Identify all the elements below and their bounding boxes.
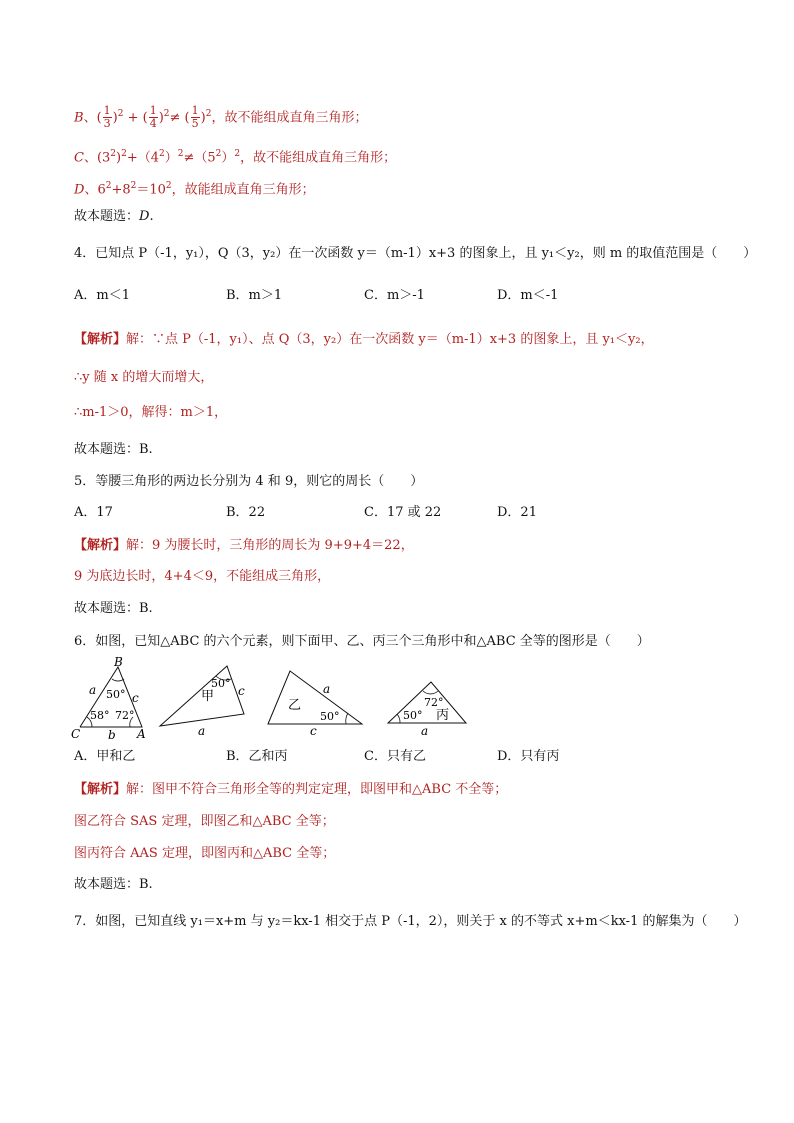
q6-option-c[interactable]: C．只有乙 bbox=[364, 749, 426, 764]
q6-analysis-line1 bbox=[74, 780, 507, 800]
analysis-tag: 【解析】 bbox=[74, 332, 127, 347]
q4-analysis-line2: ∴y 随 x 的增大而增大， bbox=[74, 370, 214, 385]
jia-angle-label: 50° bbox=[211, 677, 231, 690]
frac-den: 5 bbox=[191, 117, 199, 131]
angle-a-label: 72° bbox=[115, 709, 135, 722]
jia-side-a-label: a bbox=[198, 724, 206, 738]
yi-angle-label: 50° bbox=[320, 710, 340, 723]
q5-option-b[interactable]: B．22 bbox=[226, 505, 266, 520]
side-c-label: c bbox=[132, 691, 139, 705]
q3-answer-prefix: 故本题选： bbox=[74, 209, 140, 224]
q3-option-c-analysis: C、$(3^2)^2+(4^2)^2\ne(5^2)^2$，故不能组成直角三角形； bbox=[74, 149, 397, 166]
frac-num: 1 bbox=[103, 104, 111, 118]
frac-den: 3 bbox=[103, 117, 111, 131]
angle-b-label: 50° bbox=[106, 688, 126, 701]
frac-num: 1 bbox=[149, 104, 157, 118]
q3-b-sep: 、( bbox=[83, 110, 102, 126]
q3-d-letter: D bbox=[74, 182, 85, 198]
q6-analysis-line2: 图乙符合 SAS 定理，即图乙和△ABC 全等； bbox=[74, 814, 335, 829]
jia-side-c-label: c bbox=[238, 684, 245, 698]
vertex-a-label: A bbox=[137, 727, 146, 739]
q3-answer-dot: . bbox=[149, 209, 154, 224]
vertex-b-label: B bbox=[114, 655, 123, 669]
q6-stem: 6．如图，已知△ABC 的六个元素，则下面甲、乙、丙三个三角形中和△ABC 全等的图形是（ ） bbox=[74, 634, 650, 649]
q4-option-d[interactable]: D．m＜-1 bbox=[497, 288, 559, 303]
fraction-1-5 bbox=[191, 105, 200, 130]
bing-label: 丙 bbox=[436, 708, 450, 723]
triangle-jia bbox=[160, 666, 245, 738]
q5-answer: 故本题选：B. bbox=[74, 601, 153, 616]
q4-analysis-line1 bbox=[74, 330, 654, 350]
q3-answer bbox=[74, 207, 154, 227]
jia-label: 甲 bbox=[201, 689, 215, 704]
q3-c-tail: ，故不能组成直角三角形； bbox=[240, 150, 397, 166]
q5-stem: 5．等腰三角形的两边长分别为 4 和 9，则它的周长（ ） bbox=[74, 474, 424, 489]
q4-option-c[interactable]: C．m＞-1 bbox=[364, 288, 425, 303]
q6-option-a[interactable]: A．甲和乙 bbox=[74, 749, 136, 764]
q3-c-body: 、(3 bbox=[83, 150, 111, 166]
q4-option-b[interactable]: B．m＞1 bbox=[226, 288, 283, 303]
q5-option-c[interactable]: C．17 或 22 bbox=[364, 505, 442, 520]
triangle-yi bbox=[268, 671, 362, 738]
q4-answer: 故本题选：B. bbox=[74, 442, 153, 457]
q3-option-b-analysis: B、( $\frac{1}{3}$ )$^2$ + ( $\frac{1}{4}$ )$^2$≠ ( $\frac{1}{5}$ )$^2$，故不能组成直角三角形； bbox=[74, 104, 368, 131]
q3-d-tail: ，故能组成直角三角形； bbox=[171, 182, 315, 198]
fraction-1-4 bbox=[149, 105, 158, 130]
angle-c-label: 58° bbox=[90, 709, 110, 722]
q3-b-neq: ≠ ( bbox=[169, 110, 190, 126]
triangle-bing bbox=[388, 682, 466, 738]
bing-side-a-label: a bbox=[421, 724, 429, 738]
q6-analysis-line3: 图丙符合 AAS 定理，即图丙和△ABC 全等； bbox=[74, 846, 336, 861]
frac-den: 4 bbox=[149, 117, 157, 131]
vertex-c-label: C bbox=[71, 727, 81, 739]
q6-analysis-text1: 解：图甲不符合三角形全等的判定定理，即图甲和△ABC 不全等； bbox=[126, 782, 508, 797]
q4-option-a[interactable]: A．m＜1 bbox=[74, 288, 130, 303]
yi-side-c-label: c bbox=[310, 724, 317, 738]
yi-label: 乙 bbox=[288, 698, 302, 713]
fraction-1-3 bbox=[103, 105, 112, 130]
side-a-label: a bbox=[89, 683, 97, 697]
q5-analysis-line1 bbox=[74, 536, 414, 556]
q3-b-tail: ，故不能组成直角三角形； bbox=[211, 110, 368, 126]
q4-analysis-line3: ∴m-1＞0，解得：m＞1， bbox=[74, 405, 228, 420]
q3-b-plus: + ( bbox=[127, 110, 148, 126]
q3-option-d-analysis: D、$6^2+8^2=10^2$，故能组成直角三角形； bbox=[74, 181, 315, 198]
q3-answer-letter: D bbox=[139, 209, 150, 224]
q4-stem: 4．已知点 P（-1，y₁），Q（3，y₂）在一次函数 y＝（m-1）x+3 的图象上，且 y₁＜y₂，则 m 的取值范围是（ ） bbox=[74, 246, 757, 261]
side-b-label: b bbox=[108, 728, 116, 739]
q5-analysis-line2: 9 为底边长时，4+4＜9，不能组成三角形， bbox=[74, 569, 331, 584]
frac-num: 1 bbox=[191, 104, 199, 118]
q6-triangle-figures bbox=[70, 655, 490, 739]
q7-stem: 7．如图，已知直线 y₁＝x+m 与 y₂＝kx-1 相交于点 P（-1，2），则关于 x 的不等式 x+m＜kx-1 的解集为（ ） bbox=[74, 914, 747, 929]
bing-angle-72-label: 72° bbox=[424, 696, 444, 709]
analysis-tag: 【解析】 bbox=[74, 538, 127, 553]
q6-answer: 故本题选：B. bbox=[74, 877, 153, 892]
q5-option-d[interactable]: D．21 bbox=[497, 505, 537, 520]
analysis-tag: 【解析】 bbox=[74, 782, 127, 797]
q3-c-letter: C bbox=[74, 150, 84, 166]
q3-d-body: 、6 bbox=[84, 182, 106, 198]
q6-option-b[interactable]: B．乙和丙 bbox=[226, 749, 288, 764]
q4-analysis-text1: 解：∵点 P（-1，y₁）、点 Q（3，y₂）在一次函数 y＝（m-1）x+3 的图象上，且 y₁＜y₂， bbox=[126, 332, 654, 347]
triangle-abc bbox=[71, 655, 146, 739]
bing-angle-50-label: 50° bbox=[403, 709, 423, 722]
q5-option-a[interactable]: A．17 bbox=[74, 505, 113, 520]
q3-b-letter: B bbox=[74, 110, 84, 126]
q5-analysis-text1: 解：9 为腰长时，三角形的周长为 9+9+4＝22， bbox=[126, 538, 414, 553]
q6-option-d[interactable]: D．只有丙 bbox=[497, 749, 560, 764]
yi-side-a-label: a bbox=[323, 682, 331, 696]
q3-b-close: ) bbox=[158, 110, 164, 126]
